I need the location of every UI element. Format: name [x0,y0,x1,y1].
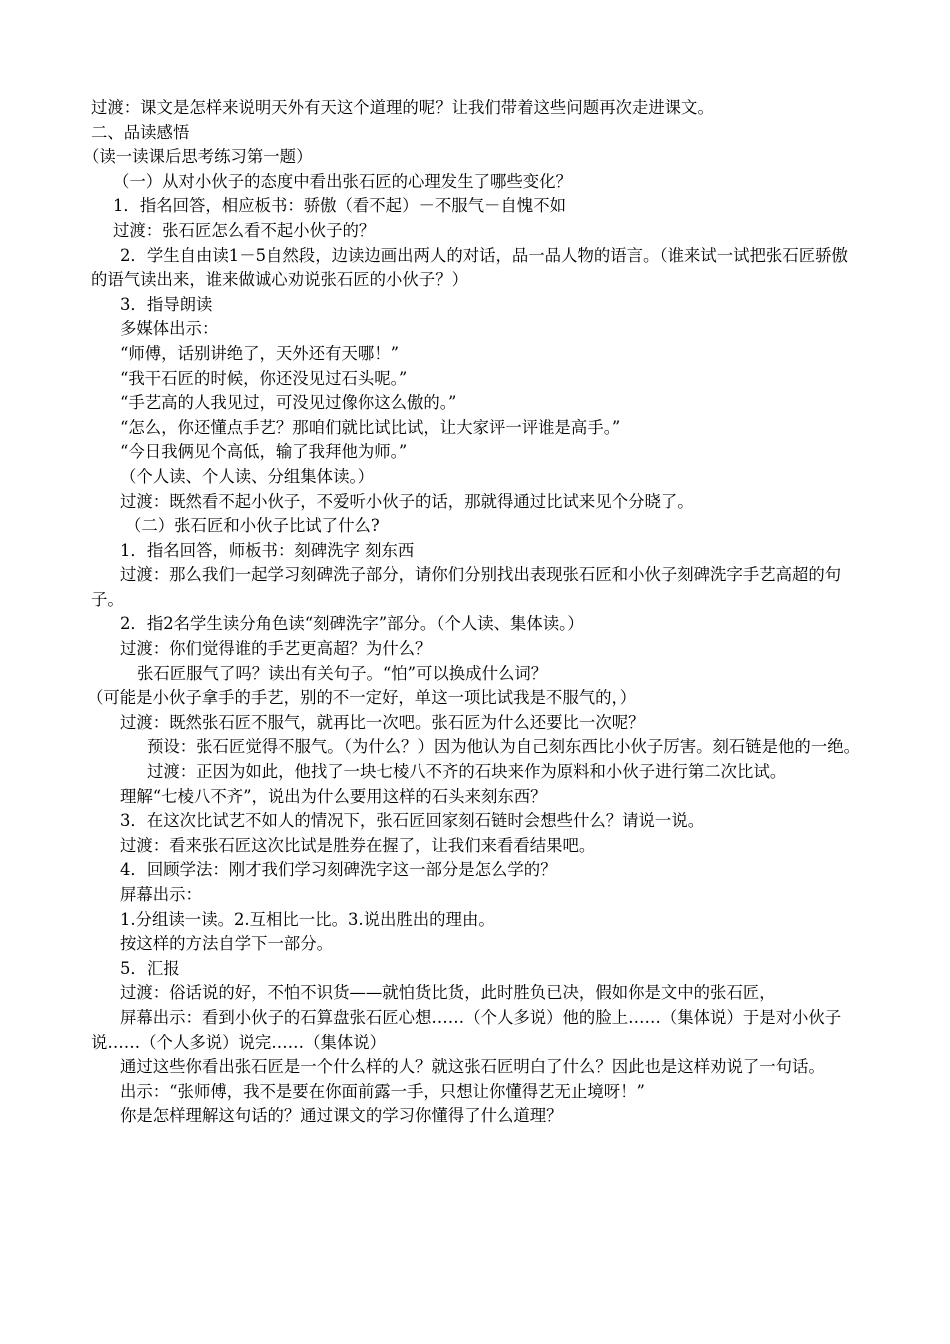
paragraph-quote-display: 出示：“张师傅，我不是要在你面前露一手，只想让你懂得艺无止境呀！” [120,1081,645,1101]
paragraph-item-5: 5．汇报 [120,958,180,978]
quote-line: “手艺高的人我见过，可没见过像你这么傲的。” [120,393,457,413]
paragraph-transition: 过渡：张石匠怎么看不起小伙子的？ [113,220,376,240]
paragraph-question: 张石匠服气了吗？读出有关句子。“怕”可以换成什么词？ [137,663,548,683]
paragraph-transition: 过渡：看来张石匠这次比试是胜券在握了，让我们来看看结果吧。 [120,835,596,855]
paragraph-item-3: 3．在这次比试艺不如人的情况下，张石匠回家刻石链时会想些什么？请说一说。 [120,811,705,831]
paragraph-method-steps: 1.分组读一读。2.互相比一比。3.说出胜出的理由。 [120,909,495,929]
paragraph-answer-note: （可能是小伙子拿手的手艺，别的不一定好，单这一项比试我是不服气的，） [87,688,637,708]
paragraph-transition: 过渡：正因为如此，他找了一块七棱八不齐的石块来作为原料和小伙子进行第二次比试。 [147,762,787,782]
paragraph-transition-intro: 过渡：课文是怎样来说明天外有天这个道理的呢？让我们带着这些问题再次走进课文。 [91,98,714,117]
paragraph-transition: 过渡：既然张石匠不服气，就再比一次吧。张石匠为什么还要比一次呢？ [120,712,645,732]
paragraph-reflection: 通过这些你看出张石匠是一个什么样的人？就这张石匠明白了什么？因此也是这样劝说了一句话。 [120,1057,825,1077]
paragraph-final-question: 你是怎样理解这句话的？通过课文的学习你懂得了什么道理？ [120,1106,563,1126]
subheading-part-1: （一）从对小伙子的态度中看出张石匠的心理发生了哪些变化？ [113,171,572,191]
paragraph-preset: 预设：张石匠觉得不服气。（为什么？）因为他认为自己刻东西比小伙子厉害。刻石链是他的一绝。 [147,737,860,757]
paragraph-item-1: 1．指名回答，相应板书：骄傲（看不起）－不服气－自愧不如 [113,196,566,216]
paragraph-item-3: 3．指导朗读 [120,294,213,314]
section-heading-2: 二、品读感悟 [91,122,190,142]
paragraph-transition: 过渡：俗话说的好，不怕不识货——就怕货比货，此时胜负已决，假如你是文中的张石匠， [120,983,776,1003]
paragraph-item-2: 2．学生自由读1－5自然段，边读边画出两人的对话，品一品人物的语言。（谁来试一试把张石匠骄傲的语气读出来，谁来做诚心劝说张石匠的小伙子？） [91,245,848,290]
subheading-part-2: （二）张石匠和小伙子比试了什么? [125,516,380,536]
paragraph-transition: 过渡：既然看不起小伙子，不爱听小伙子的话，那就得通过比试来见个分晓了。 [120,491,694,511]
quote-line: “我干石匠的时候，你还没见过石头呢。” [120,368,408,388]
quote-line: “今日我俩见个高低，输了我拜他为师。” [120,442,408,462]
quote-line: “怎么，你还懂点手艺？那咱们就比试比试，让大家评一评谁是高手。” [120,417,621,437]
paragraph-understanding: 理解“七棱八不齐”，说出为什么要用这样的石头来刻东西？ [120,786,547,806]
paragraph-screen-display: 屏幕出示：看到小伙子的石算盘张石匠心想……（个人多说）他的脸上……（集体说）于是对小伙子说……（个人多说）说完……（集体说） [91,1007,842,1052]
paragraph-item-4: 4．回顾学法：刚才我们学习刻碑洗字这一部分是怎么学的？ [120,860,557,880]
paragraph-item-1: 1．指名回答，师板书：刻碑洗字 刻东西 [120,540,415,560]
paragraph-screen-label: 屏幕出示： [120,885,202,904]
quote-line: “师傅，话别讲绝了，天外还有天哪！” [120,343,400,363]
paragraph-transition: 过渡：你们觉得谁的手艺更高超？为什么？ [120,639,432,659]
paragraph-transition: 过渡：那么我们一起学习刻碑洗子部分，请你们分别找出表现张石匠和小伙子刻碑洗字手艺高超的句子。 [91,565,842,609]
paragraph-multimedia-label: 多媒体出示： [120,319,219,339]
document-page [83,96,863,1129]
paragraph-item-2: 2．指2名学生读分角色读“刻碑洗字”部分。（个人读、集体读。） [120,614,584,634]
paragraph-self-study: 按这样的方法自学下一部分。 [120,934,334,954]
paragraph-exercise-note: （读一读课后思考练习第一题） [83,147,313,167]
paragraph-reading-note: （个人读、个人读、分组集体读。） [120,466,375,486]
